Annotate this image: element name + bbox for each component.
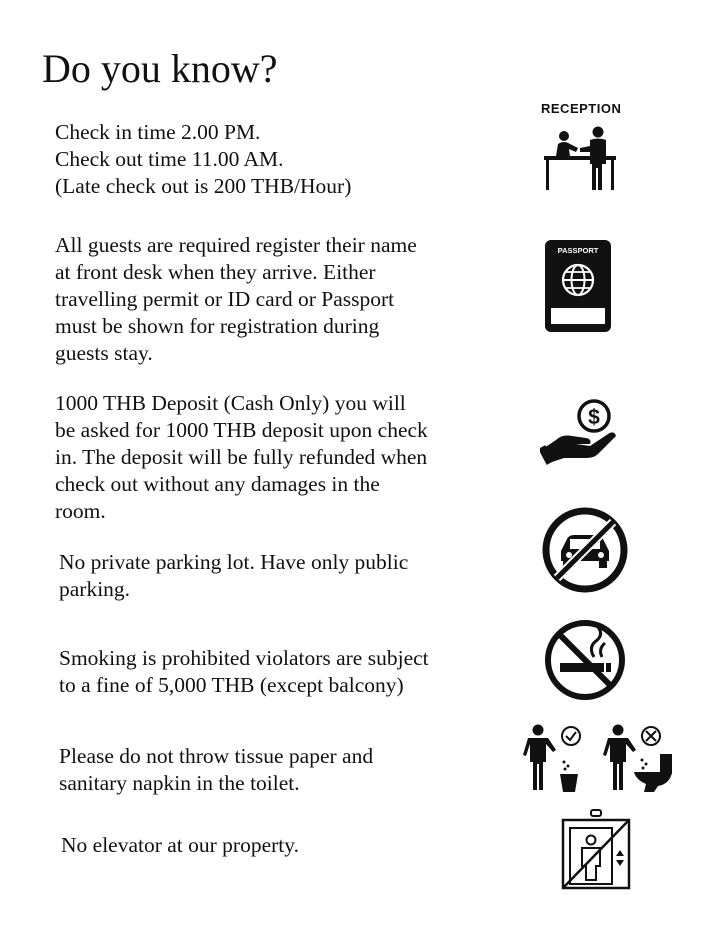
no-tissue-in-toilet-icon [520,722,680,796]
no-elevator-icon [558,808,634,892]
checkin-info: Check in time 2.00 PM. Check out time 11.00 AM. (Late check out is 200 THB/Hour) [55,120,352,198]
registration-info: All guests are required register their name at front desk when they arrive. Either travelling permit or ID card or Passport must be shown for registration during guests stay. [55,233,417,365]
deposit-info: 1000 THB Deposit (Cash Only) you will be asked for 1000 THB deposit upon check in. The deposit will be fully refunded when check out without any damages in the room. [55,391,428,523]
elevator-info: No elevator at our property. [61,833,300,857]
no-parking-car-icon [541,505,629,595]
reception-icon [540,122,620,194]
smoking-info: Smoking is prohibited violators are subject to a fine of 5,000 THB (except balcony) [59,646,429,697]
toilet-info: Please do not throw tissue paper and sanitary napkin in the toilet. [59,744,374,795]
passport-label: PASSPORT [557,246,599,255]
page-title: Do you know? [42,46,278,91]
no-smoking-icon [542,617,628,703]
parking-info: No private parking lot. Have only public parking. [59,550,409,601]
reception-label: RECEPTION [541,101,622,116]
deposit-hand-icon [540,396,620,466]
passport-icon [543,238,613,334]
svg-text:$: $ [588,406,600,429]
